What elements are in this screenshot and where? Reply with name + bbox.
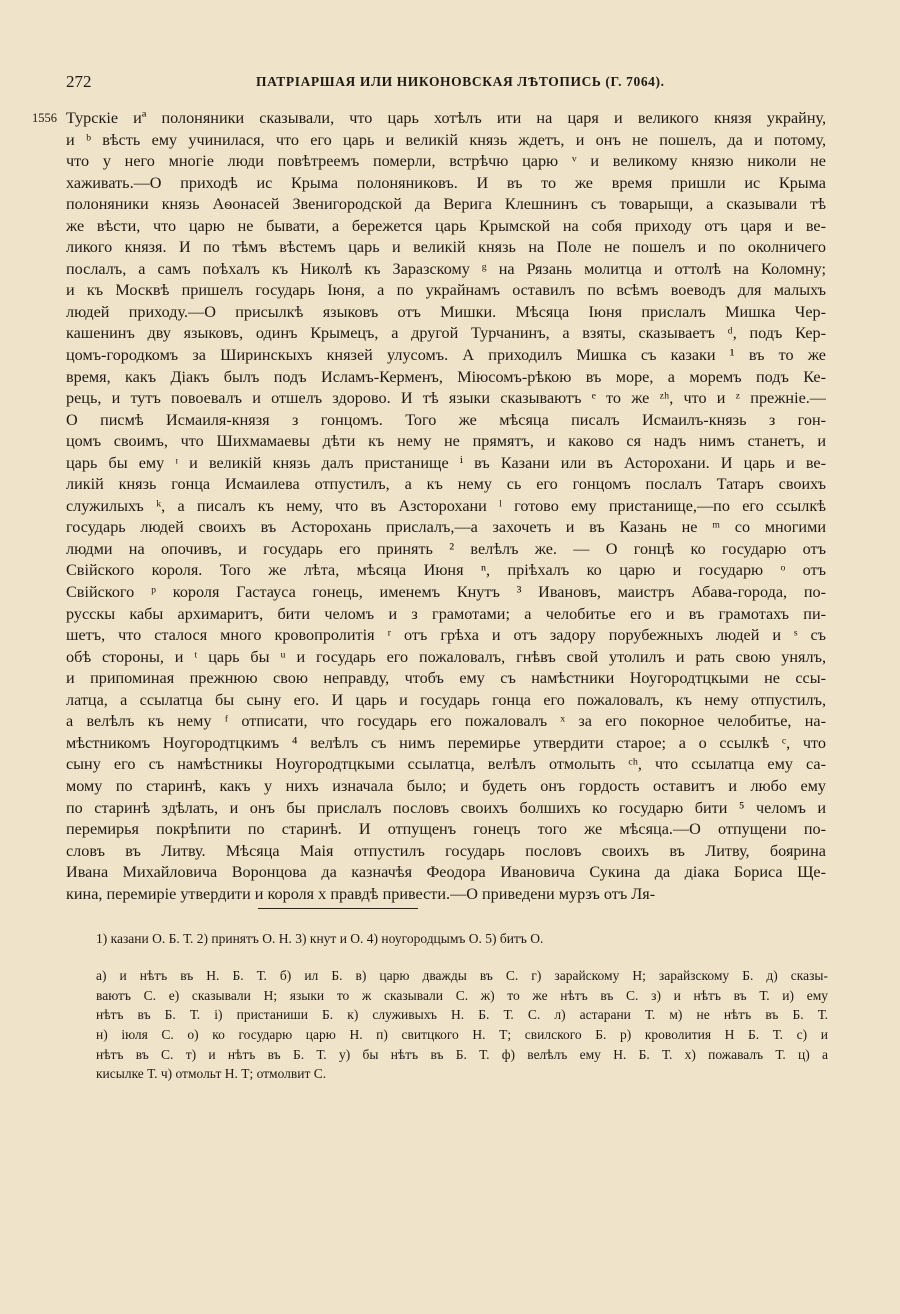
- running-head: ПАТРІАРШАЯ ИЛИ НИКОНОВСКАЯ ЛѢТОПИСЬ (Г. 7064).: [256, 74, 665, 89]
- variant-line: н) іюля С. о) ко государю царю Н. п) свитцкого Н. Т; свилского Б. р) кроволития Н Б. Т. с) и: [96, 1027, 828, 1043]
- text-line: хаживать.—О приходѣ ис Крыма полоняниковъ. И въ то же время пришли ис Крыма: [66, 173, 826, 192]
- text-line: обѣ стороны, и ᵗ царь бы ᵘ и государь его пожаловалъ, гнѣвъ свой утолилъ и рать свою унялъ,: [66, 647, 826, 666]
- text-line: ликого князя. И по тѣмъ вѣстемъ царь и великій князь на Поле не пошелъ и по околничего: [66, 238, 826, 257]
- text-line: словъ въ Литву. Мѣсяца Маія отпустилъ государь пословъ своихъ въ Литву, боярина: [66, 841, 826, 860]
- text-line: Турскіе иª полоняники сказывали, что царь хотѣлъ ити на царя и великого князя украйну,: [66, 109, 826, 127]
- textual-variants: [96, 966, 828, 1084]
- footnote-divider: [258, 908, 418, 909]
- text-line: и припоминая прежнюю свою неправду, чтобъ ему съ намѣстники Ноугородтцкыми не ссы-: [66, 669, 826, 688]
- text-line: что у него многіе люди повѣтреемъ померли, встрѣчю царю ᵛ и великому князю николи не: [66, 152, 826, 171]
- text-line: цомъ-городкомъ за Ширинскыхъ князей улусомъ. А приходилъ Мишка съ казаки ¹ въ то же: [66, 346, 826, 365]
- text-line: сыну его съ намѣстникы Ноугородтцкыми ссылатца, велѣлъ отмолыть ᶜʰ, что ссылатца ему са-: [66, 755, 826, 774]
- margin-year: 1556: [32, 111, 57, 125]
- text-line: кина, перемиріе утвердити и короля х правдѣ привести.—О приведени мурзъ отъ Ля-: [66, 884, 656, 903]
- text-line: Свійского ᵖ короля Гастауса гонець, именемъ Кнутъ ³ Ивановъ, маистръ Абава-города, по-: [66, 583, 826, 602]
- text-line: людми на опочивъ, и государь его принять ² велѣлъ же. — О гонцѣ ко государю отъ: [66, 539, 826, 558]
- text-line: шетъ, что сталося много кровопролитія ʳ отъ грѣха и отъ задору порубежныхъ людей и ˢ съ: [66, 626, 826, 645]
- variant-line: кисылке Т. ч) отмольт Н. Т; отмолвит С.: [96, 1066, 327, 1082]
- text-line: О писмѣ Исмаиля-князя з гонцомъ. Того же мѣсяца писалъ Исмаилъ-князь з гон-: [66, 410, 826, 429]
- text-line: мѣстникомъ Ноугородтцкимъ ⁴ велѣлъ съ нимъ перемирье утвердити старое; а о ссылкѣ ᶜ, что: [66, 733, 826, 752]
- variant-line: а) и нѣтъ въ Н. Б. Т. б) ил Б. в) царю дважды въ С. г) зарайскому Н; зарайзскому Б. д) сказы-: [96, 968, 828, 983]
- text-line: государь людей своихъ въ Асторохань прислалъ,—а захочеть и въ Казань не ᵐ со многими: [66, 518, 826, 537]
- text-line: и къ Москвѣ пришелъ государь Іюня, а по украйнамъ оставилъ по всѣмъ воеводъ для малыхъ: [66, 281, 826, 300]
- text-line: рець, и тутъ повоевалъ и отшелъ здорово. И тѣ языки сказываютъ ᵉ то же ᶻʰ, что и ᶻ прежніе.—: [66, 389, 826, 408]
- variant-line: нѣтъ въ Б. Т. і) пристаниши Б. к) служивыхъ Н. Б. Т. С. л) астарани Т. м) не нѣтъ въ Б. Т.: [96, 1007, 828, 1023]
- footnotes: 1) казани О. Б. Т. 2) принятъ О. Н. 3) кнут и О. 4) ноугородцымъ О. 5) битъ О.: [96, 931, 544, 946]
- text-line: людей приходу.—О присылкѣ языковъ отъ Мишки. Мѣсяца Іюня прислалъ Мишка Чер-: [66, 302, 826, 321]
- variant-line: ваютъ С. е) сказывали Н; языки то ж сказывали С. ж) то же нѣтъ въ С. з) и нѣтъ въ Т. и) ему: [96, 987, 828, 1003]
- text-line: время, какъ Діакъ былъ подъ Исламъ-Керменъ, Міюсомъ-рѣкою въ море, а моремъ подъ Ке-: [66, 367, 826, 386]
- text-line: послалъ, а самъ поѣхалъ къ Николѣ къ Заразскому ᵍ на Рязань молитца и оттолѣ на Коломну;: [66, 259, 826, 278]
- text-line: а велѣлъ къ нему ᶠ отписати, что государь его пожаловалъ ˣ за его покорное челобитье, на-: [66, 712, 826, 731]
- variant-line: нѣтъ въ С. т) и нѣтъ въ Б. Т. у) бы нѣтъ въ Б. Т. ф) велѣлъ ему Н. Б. Т. х) пожавалъ Т. ц) а: [96, 1046, 828, 1062]
- text-line: русскы кабы архимаритъ, бити челомъ и з грамотами; а челобитье его и въ грамотахъ пи-: [66, 604, 826, 623]
- text-line: и ᵇ вѣсть ему учинилася, что его царь и великій князь ждетъ, и онъ не пошелъ, да и потому,: [66, 130, 826, 149]
- text-line: кашенинъ дву языковъ, одинъ Крымецъ, а другой Турчанинъ, а взяты, сказываетъ ᵈ, подъ Кер-: [66, 324, 826, 343]
- text-line: по старинѣ здѣлать, и онъ бы прислалъ пословъ своихъ болшихъ ко государю бити ⁵ челомъ и: [66, 798, 826, 817]
- text-line: ликій князь гонца Исмаилева отпустилъ, а къ нему сь его гонцомъ послалъ Татаръ своихъ: [66, 475, 826, 494]
- chronicle-text: [66, 108, 826, 905]
- text-line: мому по старинѣ, какъ у нихъ изначала было; и будеть онъ гордость оставитъ и любо ему: [66, 776, 826, 795]
- text-line: полоняники князь Аѳонасей Звенигородской да Верига Клешнинъ съ товарыщи, а сказывали тѣ: [66, 195, 826, 214]
- text-line: царь бы ему ᶦ и великій князь далъ пристанище ⁱ въ Казани или въ Асторохани. И царь и ве-: [66, 453, 826, 472]
- page-header: [66, 72, 826, 94]
- text-line: служилыхъ ᵏ, а писалъ къ нему, что въ Азсторохани ˡ готово ему пристанище,—по его ссылкѣ: [66, 496, 826, 515]
- text-line: Ивана Михайловича Воронцова да казначѣя Феодора Ивановича Сукина да діака Бориса Ще-: [66, 863, 826, 882]
- text-line: латца, а ссылатца бы сыну его. И царь и государь гонца его пожаловалъ, къ нему отпустилъ,: [66, 690, 826, 709]
- text-line: Свійского короля. Того же лѣта, мѣсяца Июня ⁿ, пріѣхалъ ко царю и государю ᵒ отъ: [66, 561, 826, 580]
- page-number: 272: [66, 72, 92, 91]
- text-line: цомъ своимъ, что Шихмамаевы дѣти къ нему не прямятъ, и каково ся надъ нимъ станетъ, и: [66, 432, 826, 451]
- text-line: же вѣсти, что царю не бывати, а бережется царь Крымской на собя приходу отъ царя и ве-: [66, 216, 826, 235]
- text-line: перемирья покрѣпити по старинѣ. И отпущенъ гонецъ того же мѣсяца.—О отпущени по-: [66, 820, 826, 839]
